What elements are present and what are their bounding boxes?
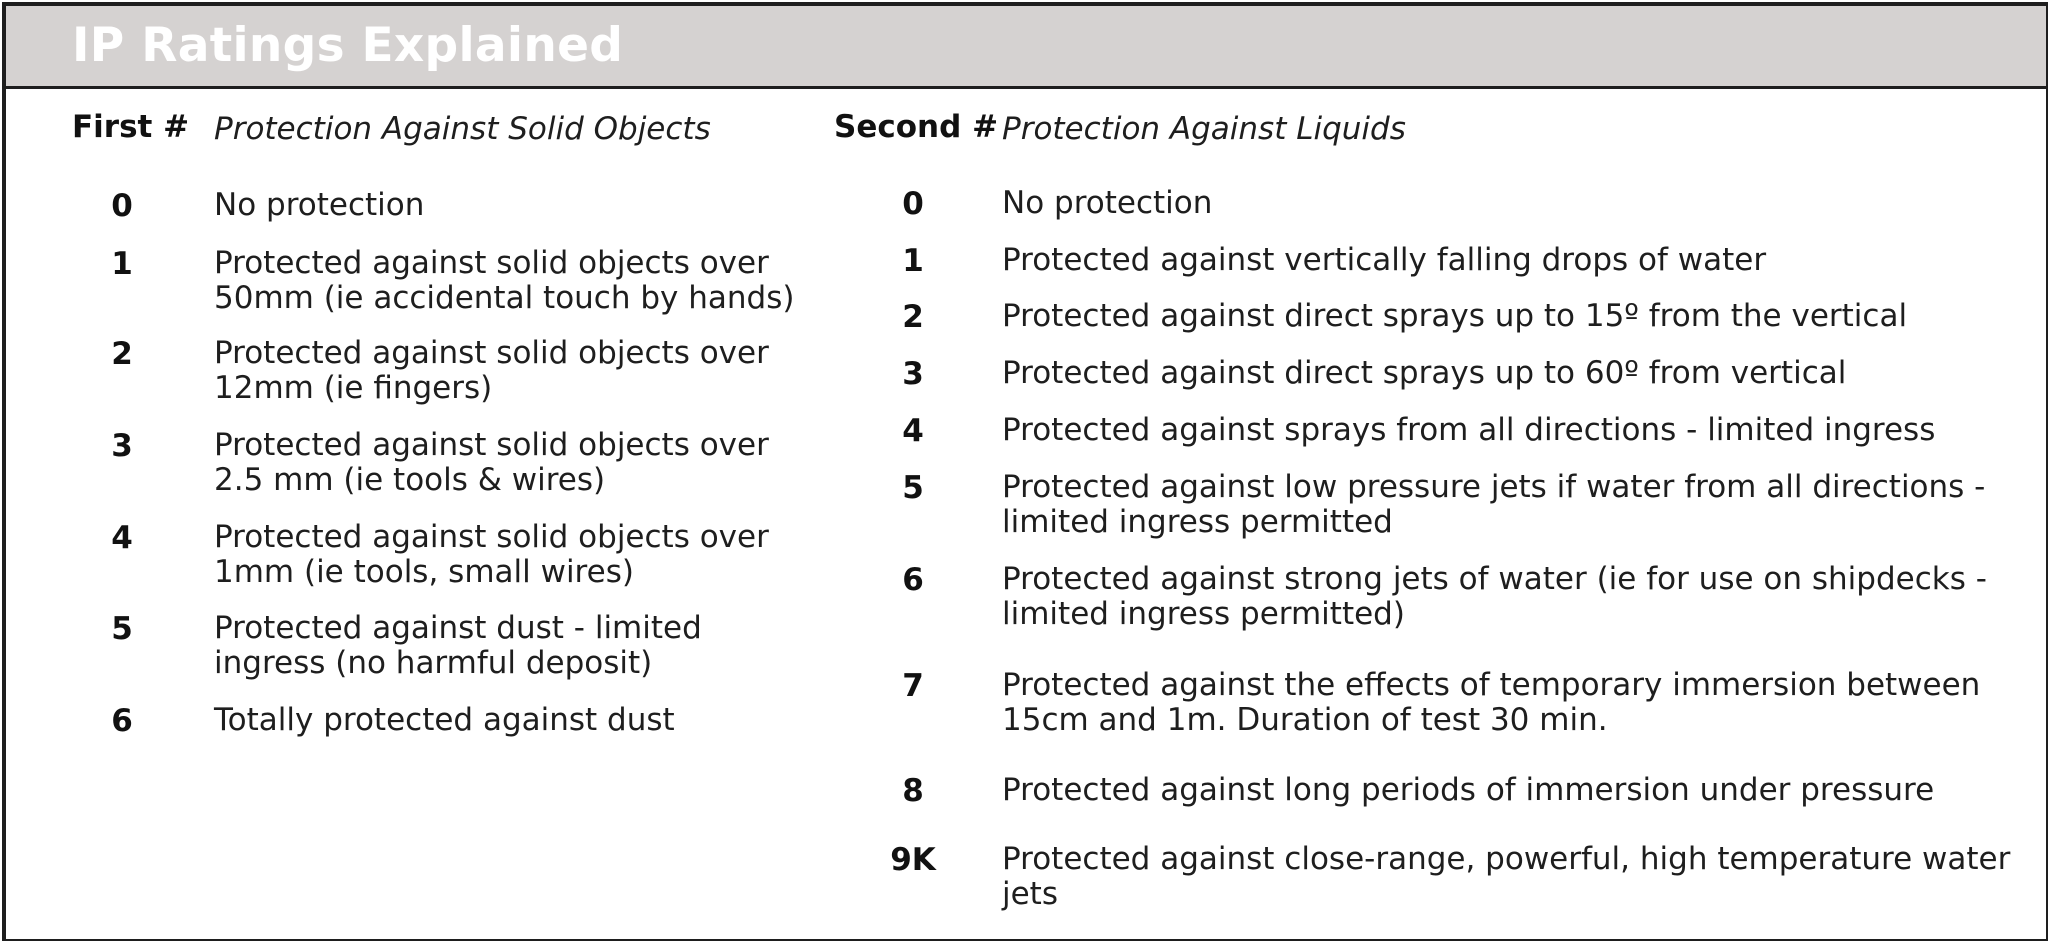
rating-description: Protected against close-range, powerful, high temperature water jets bbox=[1002, 841, 2011, 912]
title-bar bbox=[6, 6, 2046, 89]
second-digit-header: Second # bbox=[834, 109, 999, 145]
rating-code: 2 bbox=[902, 299, 924, 335]
rating-code: 4 bbox=[902, 413, 924, 449]
rating-code: 3 bbox=[902, 356, 924, 392]
ip-ratings-panel bbox=[2, 2, 2048, 941]
rating-description: Protected against long periods of immersion under pressure bbox=[1002, 772, 1935, 808]
rating-description: No protection bbox=[214, 187, 425, 223]
rating-description: Protected against solid objects over 50mm (ie accidental touch by hands) bbox=[214, 245, 795, 316]
rating-description: Protected against solid objects over 12mm (ie fingers) bbox=[214, 335, 769, 406]
rating-code: 6 bbox=[902, 562, 924, 598]
rating-code: 3 bbox=[111, 428, 133, 464]
rating-code: 2 bbox=[111, 336, 133, 372]
rating-code: 4 bbox=[111, 520, 133, 556]
rating-code: 9K bbox=[890, 842, 936, 878]
rating-description: Protected against direct sprays up to 60º from vertical bbox=[1002, 355, 1847, 391]
rating-description: Protected against solid objects over 2.5 mm (ie tools & wires) bbox=[214, 427, 769, 498]
rating-description: Protected against direct sprays up to 15º from the vertical bbox=[1002, 298, 1908, 334]
rating-code: 7 bbox=[902, 668, 924, 704]
rating-code: 8 bbox=[902, 773, 924, 809]
rating-description: Protected against low pressure jets if water from all directions - limited ingress permitted bbox=[1002, 469, 1986, 540]
first-digit-header: First # bbox=[72, 109, 190, 145]
rating-description: Protected against solid objects over 1mm (ie tools, small wires) bbox=[214, 519, 769, 590]
rating-code: 6 bbox=[111, 703, 133, 739]
liquids-header: Protection Against Liquids bbox=[1002, 111, 1406, 147]
rating-description: Protected against the effects of temporary immersion between 15cm and 1m. Duration of test 30 min. bbox=[1002, 667, 1981, 738]
rating-description: No protection bbox=[1002, 185, 1213, 221]
rating-code: 1 bbox=[111, 246, 133, 282]
rating-description: Protected against dust - limited ingress (no harmful deposit) bbox=[214, 610, 702, 681]
rating-code: 0 bbox=[111, 188, 133, 224]
solid-objects-header: Protection Against Solid Objects bbox=[214, 111, 711, 147]
rating-description: Protected against sprays from all directions - limited ingress bbox=[1002, 412, 1936, 448]
page-title: IP Ratings Explained bbox=[72, 18, 624, 73]
rating-code: 1 bbox=[902, 243, 924, 279]
rating-description: Protected against vertically falling drops of water bbox=[1002, 242, 1767, 278]
rating-code: 0 bbox=[902, 186, 924, 222]
rating-description: Protected against strong jets of water (ie for use on shipdecks - limited ingress permitted) bbox=[1002, 561, 1987, 632]
rating-code: 5 bbox=[111, 611, 133, 647]
rating-code: 5 bbox=[902, 470, 924, 506]
rating-description: Totally protected against dust bbox=[214, 702, 675, 738]
